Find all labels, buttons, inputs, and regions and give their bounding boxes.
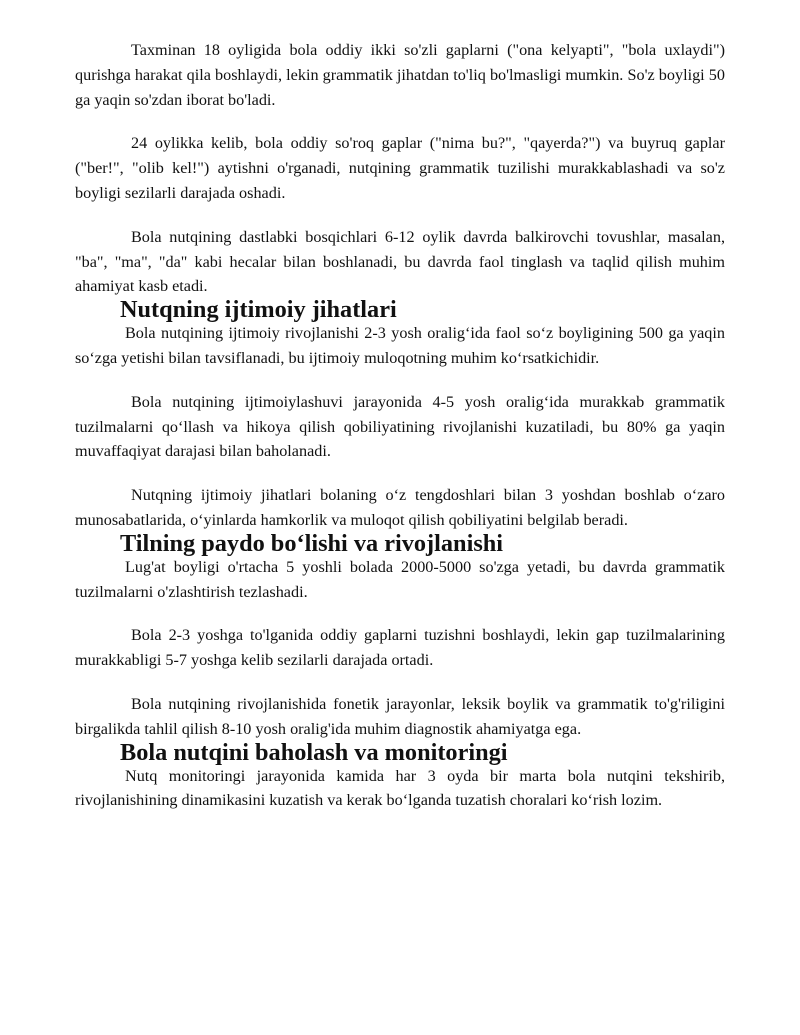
paragraph-early-stages: Bola nutqining dastlabki bosqichlari 6-12 oylik davrda balkirovchi tovushlar, masalan, "ba", "ma", "da" kabi hecalar bilan boshlanadi, bu davrda faol tinglash va taqlid qilish muhim ahamiyat kasb etadi.: [75, 227, 725, 296]
paragraph-vocabulary: Lug'at boyligi o'rtacha 5 yoshli bolada 2000-5000 so'zga yetadi, bu davrda grammatik tuzilmalarni o'zlashtirish tezlashadi.: [75, 557, 725, 601]
paragraph-monitoring: Nutq monitoringi jarayonida kamida har 3 oyda bir marta bola nutqini tekshirib, rivojlanishining dinamikasini kuzatish va kerak bo‘lganda tuzatish choralari ko‘rish lozim.: [75, 766, 725, 810]
document-page: [75, 38, 725, 813]
paragraph-socialization: Bola nutqining ijtimoiylashuvi jarayonida 4-5 yosh oralig‘ida murakkab grammatik tuzilmalarni qo‘llash va hikoya qilish qobiliyatining rivojlanishi kuzatiladi, bu 80% ga yaqin muvaffaqiyat darajasi bilan baholanadi.: [75, 392, 725, 461]
heading-language-emergence: Tilning paydo bo‘lishi va rivojlanishi: [120, 529, 504, 557]
paragraph-social-development: Bola nutqining ijtimoiy rivojlanishi 2-3 yosh oralig‘ida faol so‘z boyligining 500 ga yaqin so‘zga yetishi bilan tavsiflanadi, bu ijtimoiy muloqotning muhim ko‘rsatkichidir.: [75, 324, 725, 367]
paragraph-diagnostics: Bola nutqining rivojlanishida fonetik jarayonlar, leksik boylik va grammatik to'g'riligini birgalikda tahlil qilish 8-10 yosh oralig'ida muhim diagnostik ahamiyatga ega.: [75, 694, 725, 738]
heading-social-aspects: Nutqning ijtimoiy jihatlari: [120, 296, 397, 324]
paragraph-24-months: 24 oylikka kelib, bola oddiy so'roq gaplar ("nima bu?", "qayerda?") va buyruq gaplar ("ber!", "olib kel!") aytishni o'rganadi, nutqining grammatik tuzilishi murakkablashadi va so'z boyligi sezilarli darajada oshadi.: [75, 134, 725, 202]
heading-assessment-monitoring: Bola nutqini baholash va monitoringi: [120, 738, 508, 766]
paragraph-peer-interaction: Nutqning ijtimoiy jihatlari bolaning o‘z tengdoshlari bilan 3 yoshdan boshlab o‘zaro munosabatlarida, o‘yinlarda hamkorlik va muloqot qilish qobiliyatini belgilab beradi.: [75, 486, 725, 529]
paragraph-18-months: Taxminan 18 oyligida bola oddiy ikki so'zli gaplarni ("ona kelyapti", "bola uxlaydi") qurishga harakat qila boshlaydi, lekin grammatik jihatdan to'liq bo'lmasligi mumkin. So'z boyligi 50 ga yaqin so'zdan iborat bo'ladi.: [75, 41, 725, 109]
paragraph-sentence-building: Bola 2-3 yoshga to'lganida oddiy gaplarni tuzishni boshlaydi, lekin gap tuzilmalarining murakkabligi 5-7 yoshga kelib sezilarli darajada ortadi.: [75, 626, 725, 670]
